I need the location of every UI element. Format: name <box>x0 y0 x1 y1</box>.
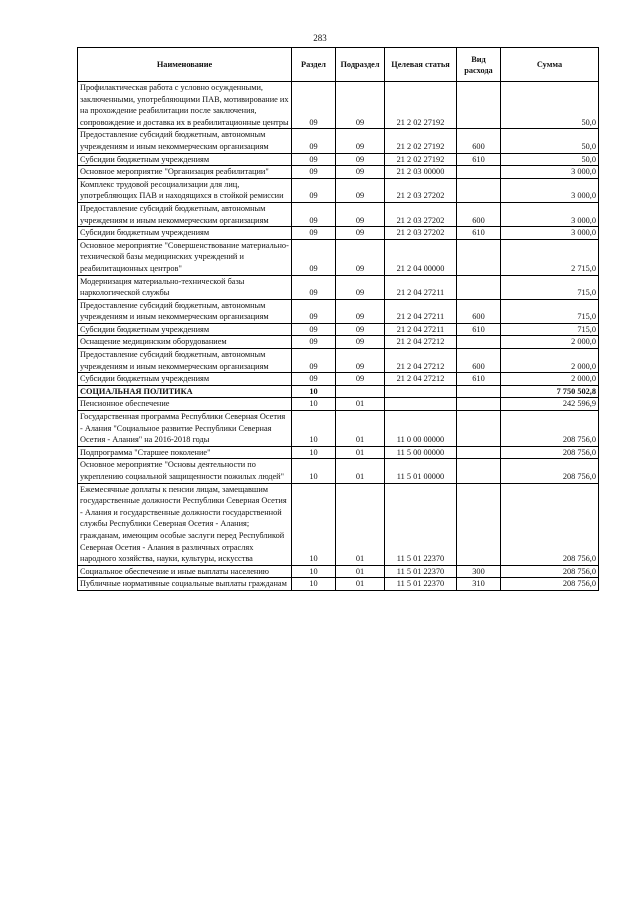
row-name-cell: Субсидии бюджетным учреждениям <box>78 373 292 386</box>
row-expense-cell <box>457 336 501 349</box>
page-number: 283 <box>313 33 327 43</box>
row-target-cell: 11 5 01 22370 <box>385 483 457 565</box>
row-name-cell: Социальное обеспечение и иные выплаты населению <box>78 565 292 578</box>
row-subsection-cell: 09 <box>336 336 385 349</box>
table-row <box>78 336 599 349</box>
table-row <box>78 373 599 386</box>
row-target-cell: 21 2 02 27192 <box>385 82 457 129</box>
row-sum-cell: 2 000,0 <box>501 349 599 373</box>
row-sum-cell: 50,0 <box>501 153 599 166</box>
header-name: Наименование <box>78 48 292 82</box>
row-sum-cell: 208 756,0 <box>501 483 599 565</box>
table-row <box>78 446 599 459</box>
row-subsection-cell: 09 <box>336 202 385 226</box>
table-row <box>78 227 599 240</box>
table-row <box>78 239 599 275</box>
row-section-cell: 09 <box>292 299 336 323</box>
header-target: Целевая статья <box>385 48 457 82</box>
row-section-cell: 10 <box>292 483 336 565</box>
row-subsection-cell: 01 <box>336 398 385 411</box>
row-name-cell: Основное мероприятие "Основы деятельности по укреплению социальной защищенности пожилых людей" <box>78 459 292 483</box>
table-row <box>78 299 599 323</box>
row-section-cell: 10 <box>292 459 336 483</box>
row-name-cell: Субсидии бюджетным учреждениям <box>78 153 292 166</box>
row-name-cell: Основное мероприятие "Совершенствование материально-технической базы медицинских учреждений и реабилитационных центров" <box>78 239 292 275</box>
row-name-cell: Комплекс трудовой ресоциализации для лиц, употребляющих ПАВ и находящихся в стойкой ремиссии <box>78 178 292 202</box>
row-name-cell: Государственная программа Республики Северная Осетия - Алания "Социальное развитие Республики Северная Осетия - Алания" на 2016-2018 годы <box>78 411 292 447</box>
row-section-cell: 10 <box>292 411 336 447</box>
row-sum-cell: 2 000,0 <box>501 336 599 349</box>
row-target-cell: 21 2 04 27212 <box>385 336 457 349</box>
row-section-cell: 09 <box>292 153 336 166</box>
row-expense-cell <box>457 178 501 202</box>
row-subsection-cell <box>336 385 385 398</box>
header-subsection: Подраздел <box>336 48 385 82</box>
row-sum-cell: 50,0 <box>501 82 599 129</box>
row-target-cell <box>385 398 457 411</box>
row-target-cell <box>385 385 457 398</box>
row-sum-cell: 7 750 502,8 <box>501 385 599 398</box>
row-section-cell: 10 <box>292 565 336 578</box>
table-row <box>78 411 599 447</box>
row-sum-cell: 3 000,0 <box>501 178 599 202</box>
row-expense-cell: 300 <box>457 565 501 578</box>
row-target-cell: 11 5 01 22370 <box>385 578 457 591</box>
budget-table <box>77 47 599 591</box>
row-subsection-cell: 01 <box>336 411 385 447</box>
row-expense-cell <box>457 385 501 398</box>
row-sum-cell: 3 000,0 <box>501 166 599 179</box>
row-target-cell: 11 0 00 00000 <box>385 411 457 447</box>
row-expense-cell: 610 <box>457 373 501 386</box>
table-row <box>78 166 599 179</box>
row-target-cell: 11 5 00 00000 <box>385 446 457 459</box>
row-section-cell: 09 <box>292 227 336 240</box>
row-expense-cell: 600 <box>457 202 501 226</box>
row-name-cell: Субсидии бюджетным учреждениям <box>78 323 292 336</box>
row-target-cell: 21 2 04 27212 <box>385 373 457 386</box>
header-expense: Вид расхода <box>457 48 501 82</box>
row-name-cell: Предоставление субсидий бюджетным, автономным учреждениям и иным некоммерческим организациям <box>78 129 292 153</box>
row-name-cell: Предоставление субсидий бюджетным, автономным учреждениям и иным некоммерческим организациям <box>78 299 292 323</box>
row-expense-cell <box>457 459 501 483</box>
row-target-cell: 21 2 04 27212 <box>385 349 457 373</box>
row-section-cell: 09 <box>292 336 336 349</box>
row-subsection-cell: 09 <box>336 299 385 323</box>
row-subsection-cell: 09 <box>336 82 385 129</box>
row-expense-cell <box>457 166 501 179</box>
row-expense-cell <box>457 398 501 411</box>
row-subsection-cell: 09 <box>336 178 385 202</box>
row-sum-cell: 715,0 <box>501 275 599 299</box>
row-section-cell: 09 <box>292 275 336 299</box>
table-row <box>78 82 599 129</box>
row-section-cell: 09 <box>292 349 336 373</box>
table-row <box>78 178 599 202</box>
header-section: Раздел <box>292 48 336 82</box>
table-row <box>78 275 599 299</box>
row-subsection-cell: 01 <box>336 483 385 565</box>
table-row <box>78 153 599 166</box>
row-name-cell: Подпрограмма "Старшее поколение" <box>78 446 292 459</box>
row-target-cell: 21 2 04 00000 <box>385 239 457 275</box>
row-target-cell: 21 2 04 27211 <box>385 323 457 336</box>
row-section-cell: 09 <box>292 82 336 129</box>
row-sum-cell: 242 596,9 <box>501 398 599 411</box>
row-expense-cell <box>457 446 501 459</box>
row-sum-cell: 208 756,0 <box>501 565 599 578</box>
row-subsection-cell: 09 <box>336 349 385 373</box>
row-name-cell: Модернизация материально-технической базы наркологической службы <box>78 275 292 299</box>
row-sum-cell: 2 715,0 <box>501 239 599 275</box>
table-row <box>78 323 599 336</box>
row-target-cell: 21 2 03 27202 <box>385 202 457 226</box>
row-name-cell: Предоставление субсидий бюджетным, автономным учреждениям и иным некоммерческим организациям <box>78 202 292 226</box>
row-expense-cell <box>457 411 501 447</box>
row-subsection-cell: 09 <box>336 129 385 153</box>
row-subsection-cell: 01 <box>336 565 385 578</box>
row-expense-cell <box>457 239 501 275</box>
row-expense-cell: 600 <box>457 349 501 373</box>
row-section-cell: 09 <box>292 202 336 226</box>
row-section-cell: 09 <box>292 323 336 336</box>
row-name-cell: Предоставление субсидий бюджетным, автономным учреждениям и иным некоммерческим организациям <box>78 349 292 373</box>
row-subsection-cell: 01 <box>336 578 385 591</box>
row-section-cell: 09 <box>292 239 336 275</box>
row-expense-cell <box>457 483 501 565</box>
row-name-cell: Оснащение медицинским оборудованием <box>78 336 292 349</box>
row-sum-cell: 208 756,0 <box>501 459 599 483</box>
row-sum-cell: 3 000,0 <box>501 202 599 226</box>
row-sum-cell: 715,0 <box>501 323 599 336</box>
row-section-cell: 10 <box>292 385 336 398</box>
row-name-cell: Ежемесячные доплаты к пенсии лицам, замещавшим государственные должности Республики Северная Осетия - Алания и государственные должности государственной службы Республики Северная Осетия - Алания; гражданам, имеющим особые заслуги перед Республикой Северная Осетия - Алания в различных отраслях народного хозяйства, науки, культуры, искусства <box>78 483 292 565</box>
row-sum-cell: 208 756,0 <box>501 578 599 591</box>
row-sum-cell: 715,0 <box>501 299 599 323</box>
row-expense-cell: 610 <box>457 227 501 240</box>
row-section-cell: 09 <box>292 373 336 386</box>
row-subsection-cell: 09 <box>336 153 385 166</box>
row-name-cell: СОЦИАЛЬНАЯ ПОЛИТИКА <box>78 385 292 398</box>
table-body <box>78 82 599 591</box>
table-row <box>78 565 599 578</box>
row-target-cell: 11 5 01 00000 <box>385 459 457 483</box>
row-name-cell: Профилактическая работа с условно осужденными, заключенными, употребляющими ПАВ, мотивирование их на прохождение реабилитации после заключения, сопровождение и доставка их в реабилитационные центры <box>78 82 292 129</box>
row-target-cell: 11 5 01 22370 <box>385 565 457 578</box>
table-row <box>78 202 599 226</box>
table-row <box>78 349 599 373</box>
table-row <box>78 398 599 411</box>
row-target-cell: 21 2 02 27192 <box>385 129 457 153</box>
row-expense-cell <box>457 82 501 129</box>
row-expense-cell: 310 <box>457 578 501 591</box>
table-row <box>78 129 599 153</box>
row-target-cell: 21 2 04 27211 <box>385 275 457 299</box>
row-name-cell: Основное мероприятие "Организация реабилитации" <box>78 166 292 179</box>
row-sum-cell: 50,0 <box>501 129 599 153</box>
row-subsection-cell: 09 <box>336 323 385 336</box>
row-section-cell: 10 <box>292 446 336 459</box>
row-target-cell: 21 2 04 27211 <box>385 299 457 323</box>
row-expense-cell <box>457 275 501 299</box>
row-section-cell: 09 <box>292 129 336 153</box>
row-expense-cell: 610 <box>457 323 501 336</box>
row-sum-cell: 208 756,0 <box>501 411 599 447</box>
row-name-cell: Субсидии бюджетным учреждениям <box>78 227 292 240</box>
row-expense-cell: 610 <box>457 153 501 166</box>
row-target-cell: 21 2 03 00000 <box>385 166 457 179</box>
table-row <box>78 483 599 565</box>
row-sum-cell: 208 756,0 <box>501 446 599 459</box>
row-subsection-cell: 09 <box>336 373 385 386</box>
row-expense-cell: 600 <box>457 299 501 323</box>
row-target-cell: 21 2 02 27192 <box>385 153 457 166</box>
row-subsection-cell: 01 <box>336 446 385 459</box>
row-subsection-cell: 09 <box>336 239 385 275</box>
row-section-cell: 10 <box>292 578 336 591</box>
header-sum: Сумма <box>501 48 599 82</box>
table-row <box>78 459 599 483</box>
table-header-row <box>78 48 599 82</box>
row-section-cell: 09 <box>292 166 336 179</box>
row-target-cell: 21 2 03 27202 <box>385 227 457 240</box>
table-row <box>78 385 599 398</box>
row-subsection-cell: 09 <box>336 275 385 299</box>
row-subsection-cell: 09 <box>336 227 385 240</box>
row-expense-cell: 600 <box>457 129 501 153</box>
row-target-cell: 21 2 03 27202 <box>385 178 457 202</box>
row-name-cell: Публичные нормативные социальные выплаты гражданам <box>78 578 292 591</box>
row-name-cell: Пенсионное обеспечение <box>78 398 292 411</box>
row-sum-cell: 3 000,0 <box>501 227 599 240</box>
table-row <box>78 578 599 591</box>
row-subsection-cell: 09 <box>336 166 385 179</box>
row-sum-cell: 2 000,0 <box>501 373 599 386</box>
row-section-cell: 10 <box>292 398 336 411</box>
row-subsection-cell: 01 <box>336 459 385 483</box>
row-section-cell: 09 <box>292 178 336 202</box>
